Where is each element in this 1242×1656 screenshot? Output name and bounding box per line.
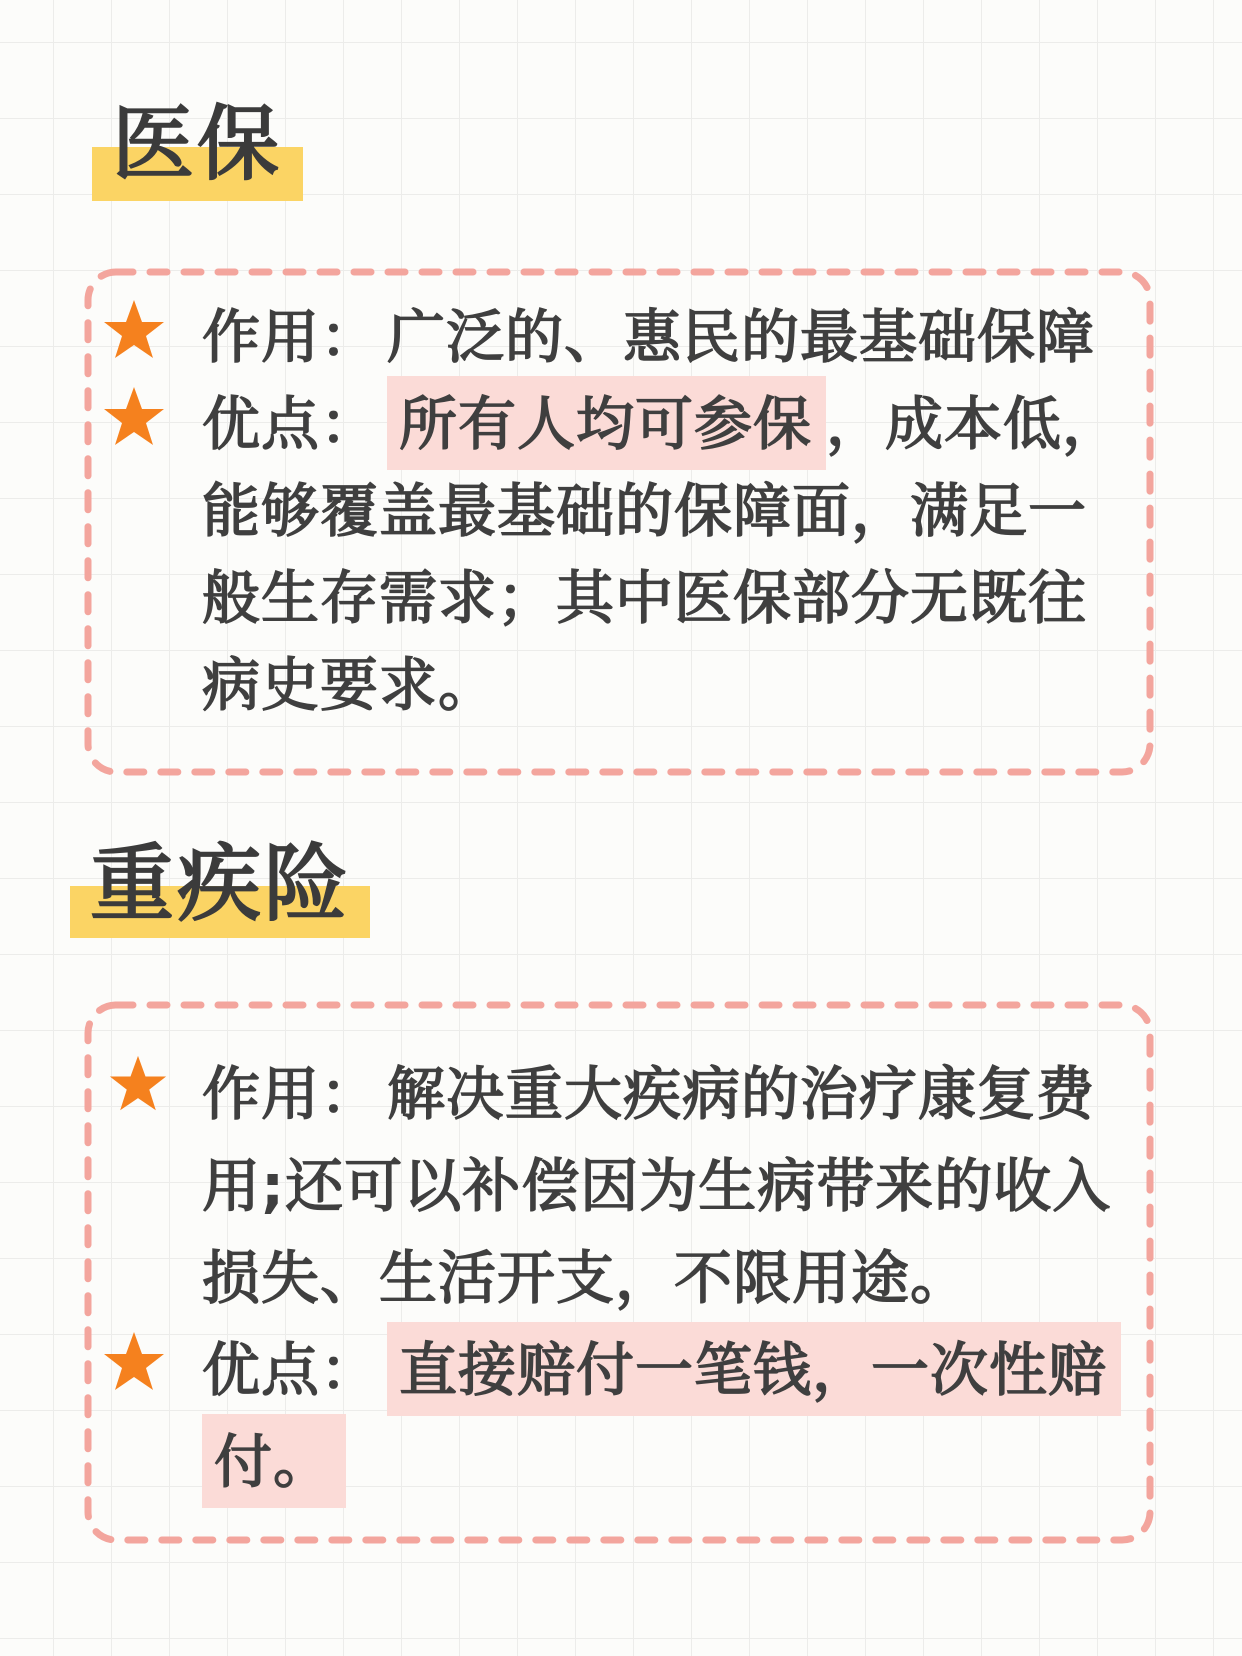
row-text: 能够覆盖最基础的保障面，满足一	[202, 477, 1088, 545]
text-row	[202, 564, 1088, 632]
bullet-row	[202, 1336, 1121, 1404]
row-text: 用;还可以补偿因为生病带来的收入	[202, 1152, 1112, 1220]
row-text: 般生存需求；其中医保部分无既往	[202, 564, 1088, 632]
row-label: 优点：	[202, 1336, 380, 1404]
row-text: ，成本低，	[826, 390, 1122, 458]
bullet-row	[202, 303, 1096, 371]
star-icon	[102, 385, 166, 449]
row-label: 优点：	[202, 390, 380, 458]
row-label: 作用：	[202, 1060, 380, 1128]
row-text: 病史要求。	[202, 651, 498, 719]
text-row	[202, 1428, 346, 1496]
highlighted-text: 付。	[202, 1414, 346, 1508]
star-icon	[102, 1330, 166, 1394]
text-row	[202, 477, 1088, 545]
text-row	[202, 651, 498, 719]
highlighted-text: 所有人均可参保	[387, 376, 826, 470]
row-text: 广泛的、惠民的最基础保障	[387, 303, 1096, 371]
row-text: 损失、生活开支，不限用途。	[202, 1244, 970, 1312]
bullet-row	[202, 1060, 1096, 1128]
section-title-yibao: 医保	[112, 97, 283, 192]
star-icon	[108, 1054, 172, 1118]
star-icon	[102, 298, 166, 362]
text-row	[202, 1244, 970, 1312]
row-text: 解决重大疾病的治疗康复费	[387, 1060, 1096, 1128]
text-row	[202, 1152, 1112, 1220]
section-title-zhongjixian: 重疾险	[90, 835, 352, 933]
bullet-row	[202, 390, 1122, 458]
highlighted-text: 直接赔付一笔钱，一次性赔	[387, 1322, 1121, 1416]
row-label: 作用：	[202, 303, 380, 371]
